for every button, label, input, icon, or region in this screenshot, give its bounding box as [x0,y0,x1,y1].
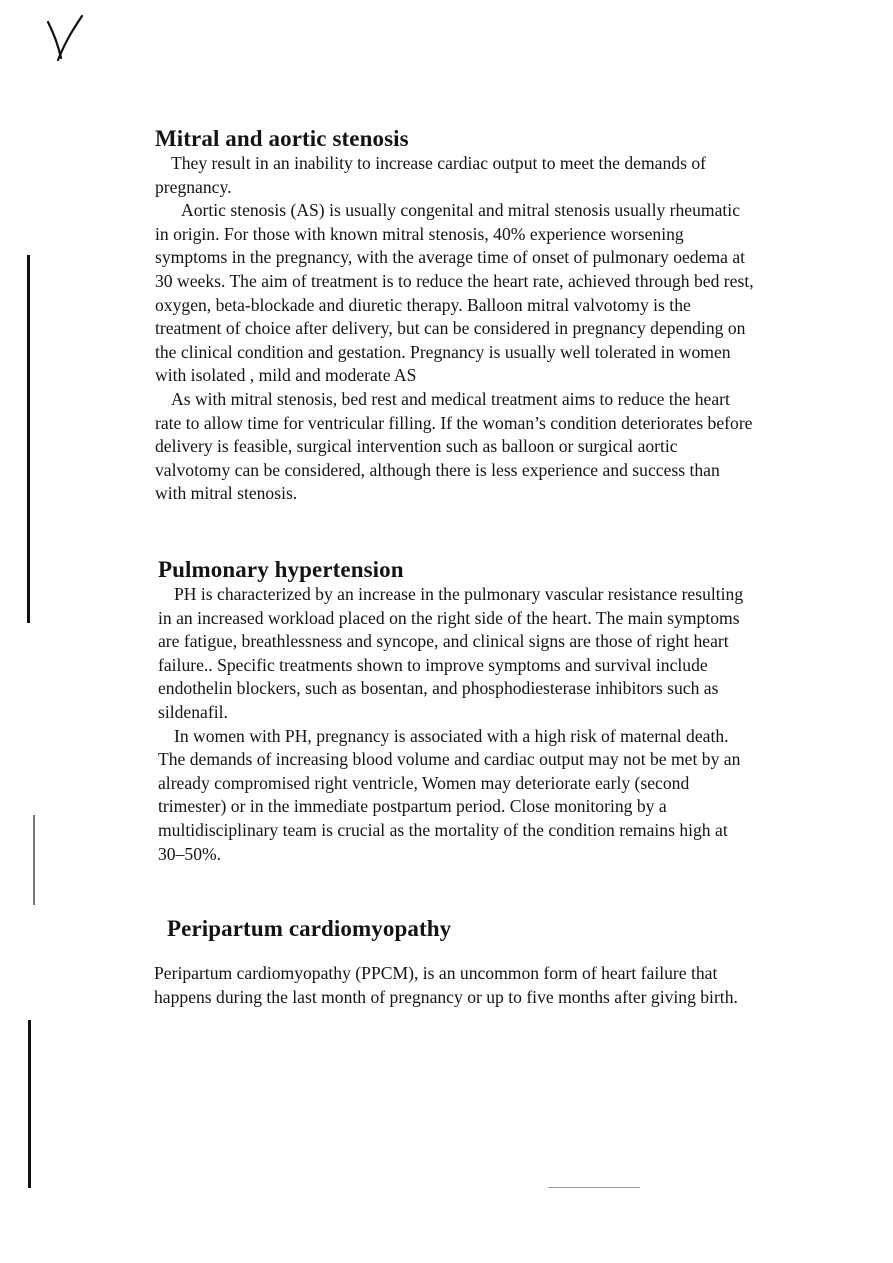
heading-mitral-aortic-stenosis: Mitral and aortic stenosis [155,126,409,151]
heading-peripartum-cardiomyopathy: Peripartum cardiomyopathy [167,916,452,941]
paragraph-pulmonary-1: PH is characterized by an increase in the pulmonary vascular resistance resulting in an increased workload placed on the right side of the heart. The main symptoms are fatigue, breathlessness and syncope, and clinical signs are those of right heart failure.. Specific treatments shown to improve symptoms and survival include endothelin blockers, such as bosentan, and phosphodiesterase inhibitors such as sildenafil. [158,584,744,722]
section-peripartum-cardiomyopathy [154,916,754,1009]
handwritten-x-mark [44,14,86,64]
paragraph-mitral-2: Aortic stenosis (AS) is usually congenital and mitral stenosis usually rheumatic in origin. For those with known mitral stenosis, 40% experience worsening symptoms in the pregnancy, with the average time of onset of pulmonary oedema at 30 weeks. The aim of treatment is to reduce the heart rate, achieved through bed rest, oxygen, beta-blockade and diuretic therapy. Balloon mitral valvotomy is the treatment of choice after delivery, but can be considered in pregnancy depending on the clinical condition and gestation. Pregnancy is usually well tolerated in women with isolated , mild and moderate AS [155,200,754,386]
section-mitral-aortic-stenosis [155,126,755,506]
paragraph-pulmonary-2: In women with PH, pregnancy is associated with a high risk of maternal death. The demands of increasing blood volume and cardiac output may not be met by an already compromised right ventricle, Women may deteriorate early (second trimester) or in the immediate postpartum period. Close monitoring by a multidisciplinary team is crucial as the mortality of the condition remains high at 30–50%. [158,725,741,864]
heading-pulmonary-hypertension: Pulmonary hypertension [158,557,404,582]
paragraph-mitral-1: They result in an inability to increase cardiac output to meet the demands of pregnancy. [155,153,706,197]
paragraph-peripartum-1: Peripartum cardiomyopathy (PPCM), is an uncommon form of heart failure that happens during the last month of pregnancy or up to five months after giving birth. [154,963,738,1007]
paragraph-mitral-3: As with mitral stenosis, bed rest and medical treatment aims to reduce the heart rate to allow time for ventricular filling. If the woman’s condition deteriorates before delivery is feasible, surgical intervention such as balloon or surgical aortic valvotomy can be considered, although there is less experience and success than with mitral stenosis. [155,388,753,504]
scan-edge-line-2 [33,815,35,905]
scan-edge-line-3 [28,1020,31,1188]
faint-bottom-rule [548,1187,640,1188]
section-pulmonary-hypertension [158,557,758,866]
scan-edge-line-1 [27,255,30,623]
